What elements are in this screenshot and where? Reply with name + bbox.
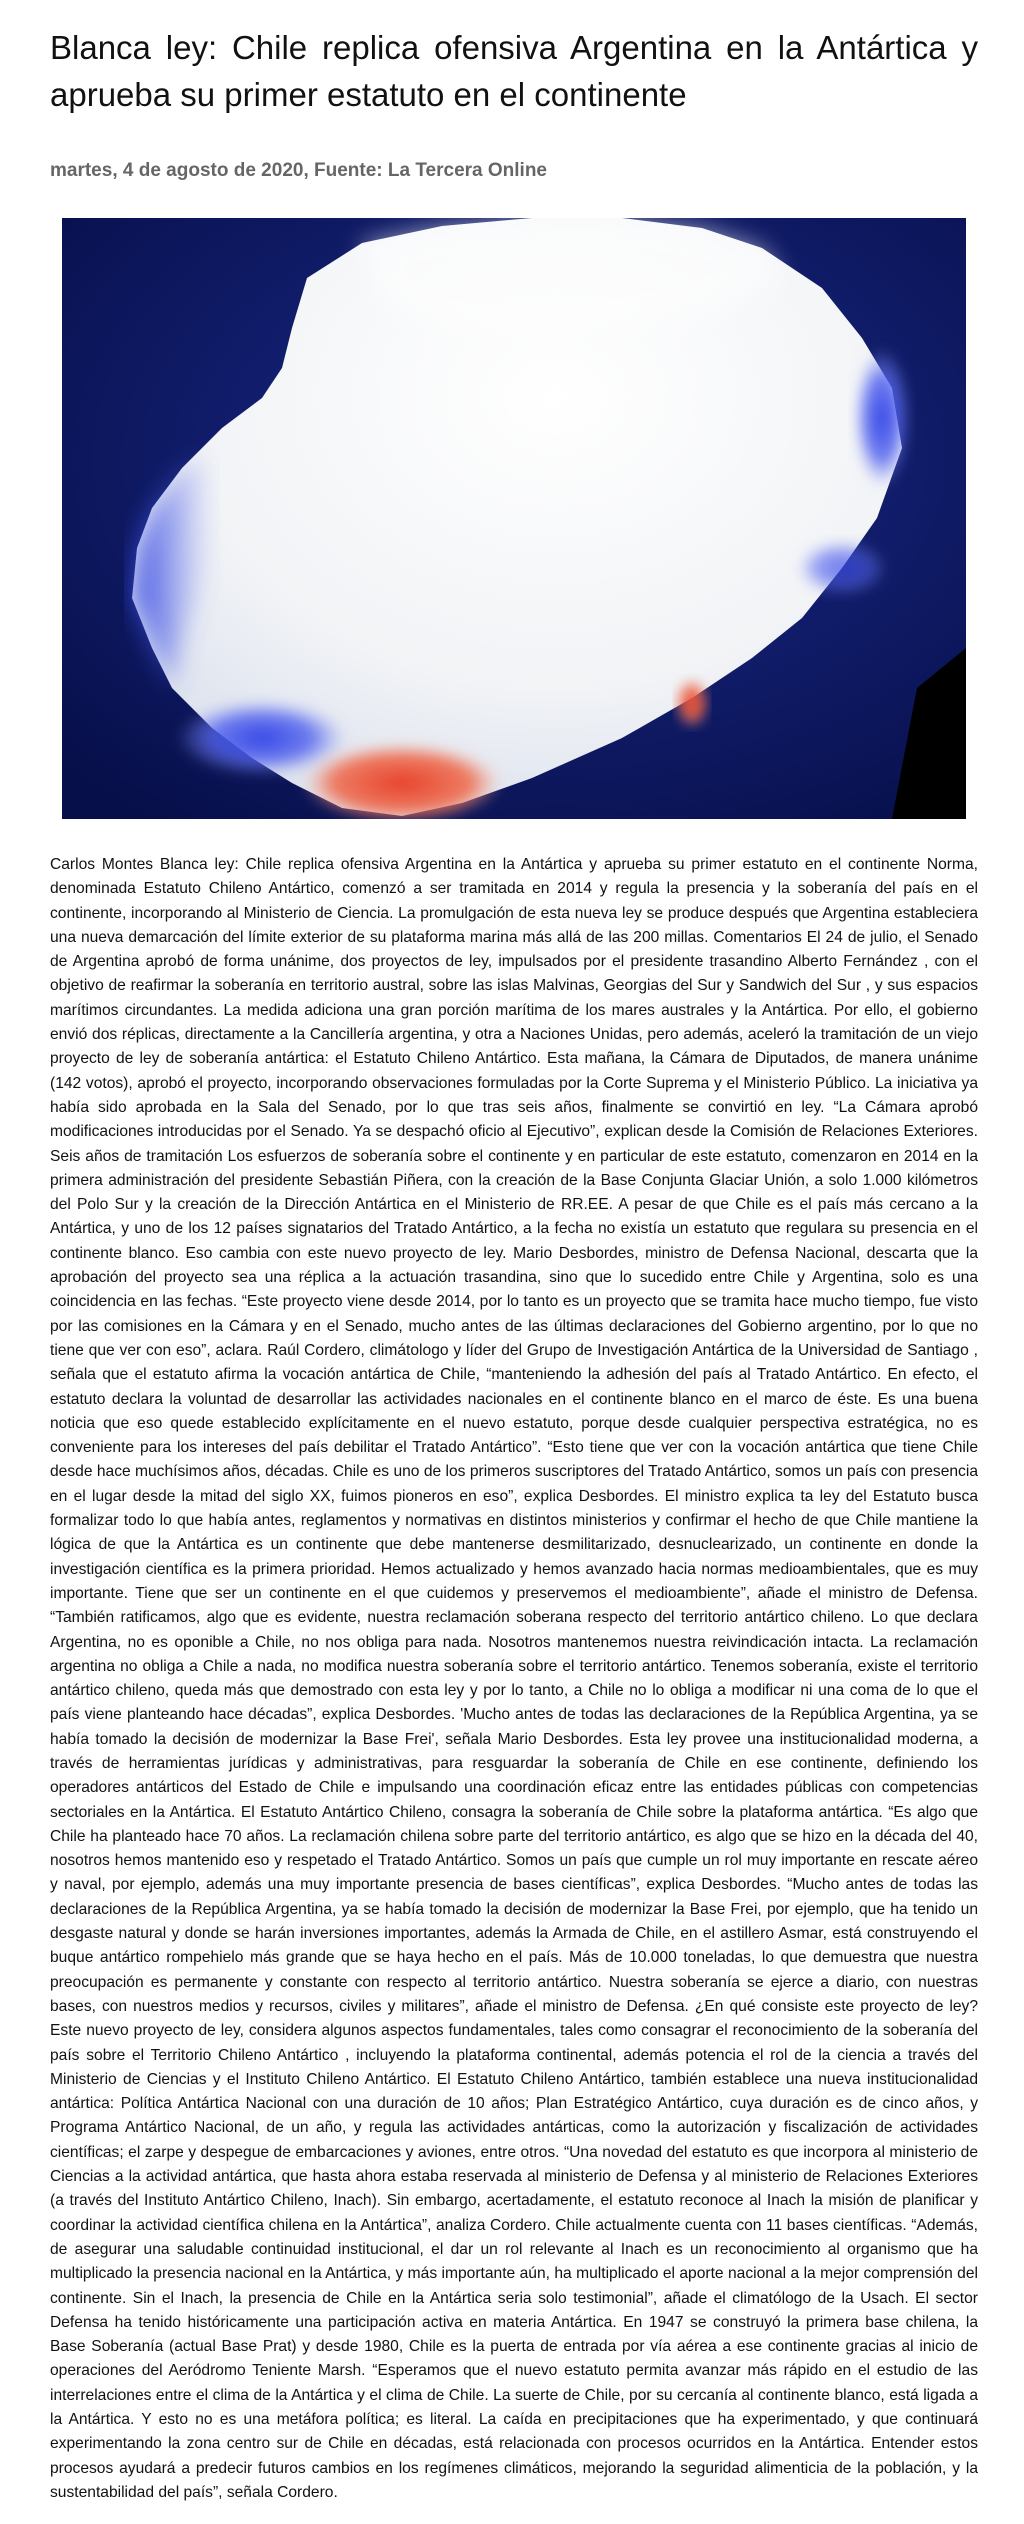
warm-anomaly-peninsula: [676, 679, 708, 727]
antarctica-image: [62, 218, 966, 819]
antarctica-map: [62, 218, 966, 819]
cold-anomaly-east: [854, 348, 910, 488]
cold-anomaly-east-lower: [797, 540, 887, 596]
article-meta: martes, 4 de agosto de 2020, Fuente: La Tercera Online: [50, 160, 547, 181]
article: [50, 0, 978, 2505]
article-title: Blanca ley: Chile replica ofensiva Argentina en la Antártica y aprueba su primer estatuto en el continente: [50, 29, 978, 113]
article-body: Carlos Montes Blanca ley: Chile replica ofensiva Argentina en la Antártica y aprueba su primer estatuto en el continente Norma, denominada Estatuto Chileno Antártico, comenzó a ser tramitada en 2014 y regula la presencia y la soberanía del país en el continente, incorporando al Ministerio de Ciencia. La promulgación de esta nueva ley se produce después que Argentina estableciera una nueva demarcación del límite exterior de su plataforma marina más allá de las 200 millas. Comentarios El 24 de julio, el Senado de Argentina aprobó de forma unánime, dos proyectos de ley, impulsados por el presidente trasandino Alberto Fernández , con el objetivo de reafirmar la soberanía en territorio austral, sobre las islas Malvinas, Georgias del Sur y Sandwich del Sur , y sus espacios marítimos circundantes. La medida adiciona una gran porción marítima de los mares australes y la Antártica. Por ello, el gobierno envió dos réplicas, directamente a la Cancillería argentina, y otra a Naciones Unidas, pero además, aceleró la tramitación de un viejo proyecto de ley de soberanía antártica: el Estatuto Chileno Antártico. Esta mañana, la Cámara de Diputados, de manera unánime (142 votos), aprobó el proyecto, incorporando observaciones formuladas por la Corte Suprema y el Ministerio Público. La iniciativa ya había sido aprobada en la Sala del Senado, por lo que tras seis años, finalmente se convirtió en ley. “La Cámara aprobó modificaciones introducidas por el Senado. Ya se despachó oficio al Ejecutivo”, explican desde la Comisión de Relaciones Exteriores. Seis años de tramitación Los esfuerzos de soberanía sobre el continente y en particular de este estatuto, comenzaron en 2014 en la primera administración del presidente Sebastián Piñera, con la creación de la Base Conjunta Glaciar Unión, a solo 1.000 kilómetros del Polo Sur y la creación de la Dirección Antártica en el Ministerio de RR.EE. A pesar de que Chile es el país más cercano a la Antártica, y uno de los 12 países signatarios del Tratado Antártico, a la fecha no existía un estatuto que regulara su presencia en el continente blanco. Eso cambia con este nuevo proyecto de ley. Mario Desbordes, ministro de Defensa Nacional, descarta que la aprobación del proyecto sea una réplica a la actuación trasandina, sino que lo sucedido entre Chile y Argentina, solo es una coincidencia en las fechas. “Este proyecto viene desde 2014, por lo tanto es un proyecto que se tramita hace mucho tiempo, fue visto por las comisiones en la Cámara y en el Senado, mucho antes de las últimas declaraciones del Gobierno argentino, por lo que no tiene que ver con eso”, aclara. Raúl Cordero, climátologo y líder del Grupo de Investigación Antártica de la Universidad de Santiago , señala que el estatuto afirma la vocación antártica de Chile, “manteniendo la adhesión del país al Tratado Antártico. En efecto, el estatuto declara la voluntad de desarrollar las actividades nacionales en el continente blanco en el marco de éste. Es una buena noticia que eso quede establecido explícitamente en el nuevo estatuto, porque desde cualquier perspectiva estratégica, no es conveniente para los intereses del país debilitar el Tratado Antártico”. “Esto tiene que ver con la vocación antártica que tiene Chile desde hace muchísimos años, décadas. Chile es uno de los primeros suscriptores del Tratado Antártico, somos un país con presencia en el lugar desde la mitad del siglo XX, fuimos pioneros en eso”, explica Desbordes. El ministro explica ta ley del Estatuto busca formalizar todo lo que había antes, reglamentos y normativas en distintos ministerios y confirmar el hecho de que Chile mantiene la lógica de que la Antártica es un continente que debe mantenerse desmilitarizado, desnuclearizado, un continente en donde la investigación científica es la primera prioridad. Hemos actualizado y hemos avanzado hacia normas medioambientales, que es muy importante. Tiene que ser un continente en el que cuidemos y preservemos el medioambiente”, añade el ministro de Defensa. “También ratificamos, algo que es evidente, nuestra reclamación soberana respecto del territorio antártico chileno. Lo que declara Argentina, no es oponible a Chile, no nos obliga para nada. Nosotros mantenemos nuestra reivindicación intacta. La reclamación argentina no obliga a Chile a nada, no modifica nuestra soberanía sobre el territorio antártico. Tenemos soberanía, existe el territorio antártico chileno, queda más que demostrado con esta ley y por lo tanto, a Chile no lo obliga a modificar ni una coma de lo que el país viene planteando hace décadas”, explica Desbordes. 'Mucho antes de todas las declaraciones de la República Argentina, ya se había tomado la decisión de modernizar la Base Frei', señala Mario Desbordes. Esta ley provee una institucionalidad moderna, a través de herramientas jurídicas y administrativas, para resguardar la soberanía de Chile en ese continente, definiendo los operadores antárticos del Estado de Chile e impulsando una coordinación eficaz entre las entidades públicas con competencias sectoriales en la Antártica. El Estatuto Antártico Chileno, consagra la soberanía de Chile sobre la plataforma antártica. “Es algo que Chile ha planteado hace 70 años. La reclamación chilena sobre parte del territorio antártico, es algo que se hizo en la década del 40, nosotros hemos mantenido eso y respetado el Tratado Antártico. Somos un país que cumple un rol muy importante en rescate aéreo y naval, por ejemplo, además una muy importante presencia de bases científicas”, explica Desbordes. “Mucho antes de todas las declaraciones de la República Argentina, ya se había tomado la decisión de modernizar la Base Frei, por ejemplo, que ha tenido un desgaste natural y donde se harán inversiones importantes, además la Armada de Chile, en el astillero Asmar, está construyendo el buque antártico rompehielo más grande que se haya hecho en el país. Más de 10.000 toneladas, lo que demuestra que nuestra preocupación es permanente y constante con respecto al territorio antártico. Nuestra soberanía se ejerce a diario, con nuestras bases, con nuestros medios y recursos, civiles y militares”, añade el ministro de Defensa. ¿En qué consiste este proyecto de ley? Este nuevo proyecto de ley, considera algunos aspectos fundamentales, tales como consagrar el reconocimiento de la soberanía del país sobre el Territorio Chileno Antártico , incluyendo la plataforma continental, además potencia el rol de la ciencia a través del Ministerio de Ciencias y el Instituto Chileno Antártico. El Estatuto Chileno Antártico, también establece una nueva institucionalidad antártica: Política Antártica Nacional con una duración de 10 años; Plan Estratégico Antártico, cuya duración es de cinco años, y Programa Antártico Nacional, de un año, y regula las actividades antárticas, como la autorización y fiscalización de actividades científicas; el zarpe y despegue de embarcaciones y aviones, entre otros. “Una novedad del estatuto es que incorpora al ministerio de Ciencias a la actividad antártica, que hasta ahora estaba reservada al ministerio de Defensa y al ministerio de Relaciones Exteriores (a través del Instituto Antártico Chileno, Inach). Sin embargo, acertadamente, el estatuto reconoce al Inach la misión de planificar y coordinar la actividad científica chilena en la Antártica”, analiza Cordero. Chile actualmente cuenta con 11 bases científicas. “Además, de asegurar una saludable continuidad institucional, el dar un rol relevante al Inach es un reconocimiento al organismo que ha multiplicado la presencia nacional en la Antártica, y más importante aún, ha multiplicado el aporte nacional a la mejor comprensión del continente. Sin el Inach, la presencia de Chile en la Antártica seria solo testimonial”, añade el climatólogo de la Usach. El sector Defensa ha tenido históricamente una participación activa en materia Antártica. En 1947 se construyó la primera base chilena, la Base Soberanía (actual Base Prat) y desde 1980, Chile es la puerta de entrada por vía aérea a ese continente gracias al inicio de operaciones del Aeródromo Teniente Marsh. “Esperamos que el nuevo estatuto permita avanzar más rápido en el estudio de las interrelaciones entre el clima de la Antártica y el clima de Chile. La suerte de Chile, por su cercanía al continente blanco, está ligada a la Antártica. Y esto no es una metáfora política; es literal. La caída en precipitaciones que ha experimentado, y que continuará experimentando la zona centro sur de Chile en décadas, está relacionada con procesos ocurridos en la Antártica. Entender estos procesos ayudará a predecir futuros cambios en los regímenes climáticos, mejorando la seguridad alimenticia de la población, y la sustentabilidad del país”, señala Cordero.: [50, 856, 978, 2501]
